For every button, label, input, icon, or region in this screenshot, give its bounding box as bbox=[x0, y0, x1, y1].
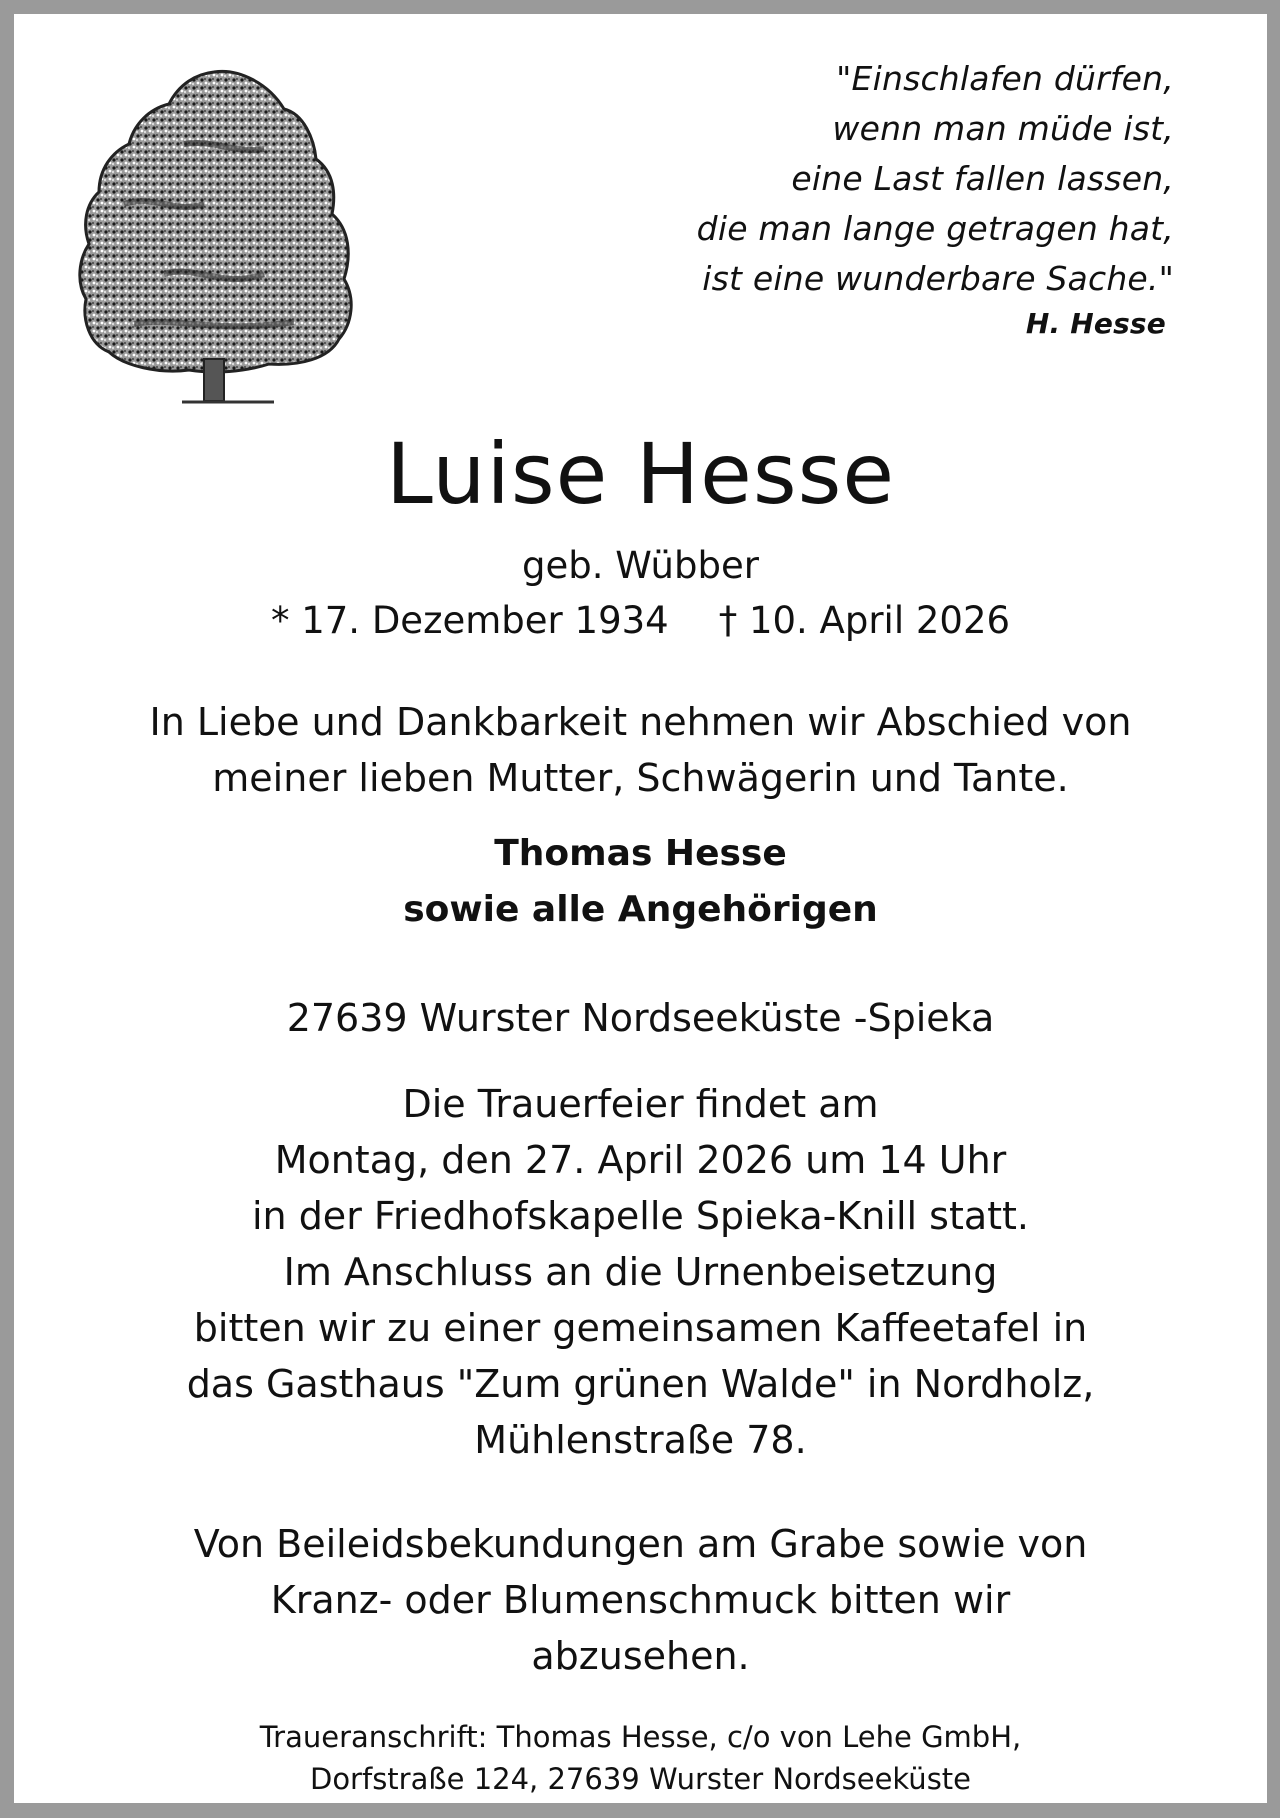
quote-line: die man lange getragen hat, bbox=[696, 209, 1174, 248]
text-line: Montag, den 27. April 2026 um 14 Uhr bbox=[274, 1138, 1007, 1182]
quote-line: wenn man müde ist, bbox=[832, 109, 1174, 148]
text-line: Von Beileidsbekundungen am Grabe sowie von bbox=[193, 1522, 1088, 1566]
obituary-notice bbox=[14, 14, 1267, 1803]
mourner-relatives: sowie alle Angehörigen bbox=[403, 889, 878, 930]
address-line: Traueranschrift: Thomas Hesse, c/o von Lehe GmbH, bbox=[259, 1720, 1022, 1754]
life-dates bbox=[14, 597, 1267, 645]
mourners bbox=[14, 826, 1267, 938]
condolence-note bbox=[14, 1516, 1267, 1684]
text-line: Kranz- oder Blumenschmuck bitten wir bbox=[270, 1578, 1011, 1622]
quote-line: ist eine wunderbare Sache." bbox=[702, 259, 1174, 298]
mourning-address bbox=[14, 1716, 1267, 1800]
text-line: Mühlenstraße 78. bbox=[474, 1418, 807, 1462]
text-line: abzusehen. bbox=[531, 1634, 750, 1678]
address-line: Dorfstraße 124, 27639 Wurster Nordseeküste bbox=[309, 1762, 972, 1796]
death-date: † 10. April 2026 bbox=[718, 599, 1011, 642]
birth-date: * 17. Dezember 1934 bbox=[270, 599, 669, 642]
maiden-name: geb. Wübber bbox=[522, 544, 759, 587]
quote-author: H. Hesse bbox=[1025, 307, 1166, 340]
text-line: in der Friedhofskapelle Spieka-Knill statt. bbox=[251, 1194, 1030, 1238]
text-line: das Gasthaus "Zum grünen Walde" in Nordholz, bbox=[186, 1362, 1095, 1406]
deceased-name: Luise Hesse bbox=[385, 425, 896, 523]
farewell-text bbox=[14, 694, 1267, 806]
quote-line: "Einschlafen dürfen, bbox=[836, 59, 1174, 98]
text-line: Im Anschluss an die Urnenbeisetzung bbox=[283, 1250, 998, 1294]
text-line: bitten wir zu einer gemeinsamen Kaffeetafel in bbox=[193, 1306, 1088, 1350]
mourner-name: Thomas Hesse bbox=[494, 833, 787, 874]
quote-line: eine Last fallen lassen, bbox=[791, 159, 1174, 198]
text-line: Die Trauerfeier findet am bbox=[402, 1082, 879, 1126]
hesse-quote bbox=[574, 54, 1174, 344]
text-line: In Liebe und Dankbarkeit nehmen wir Abschied von bbox=[149, 700, 1132, 744]
text-line: meiner lieben Mutter, Schwägerin und Tante. bbox=[212, 756, 1069, 800]
residence-location: 27639 Wurster Nordseeküste -Spieka bbox=[286, 996, 995, 1040]
tree-icon bbox=[64, 54, 354, 414]
funeral-details bbox=[14, 1076, 1267, 1468]
